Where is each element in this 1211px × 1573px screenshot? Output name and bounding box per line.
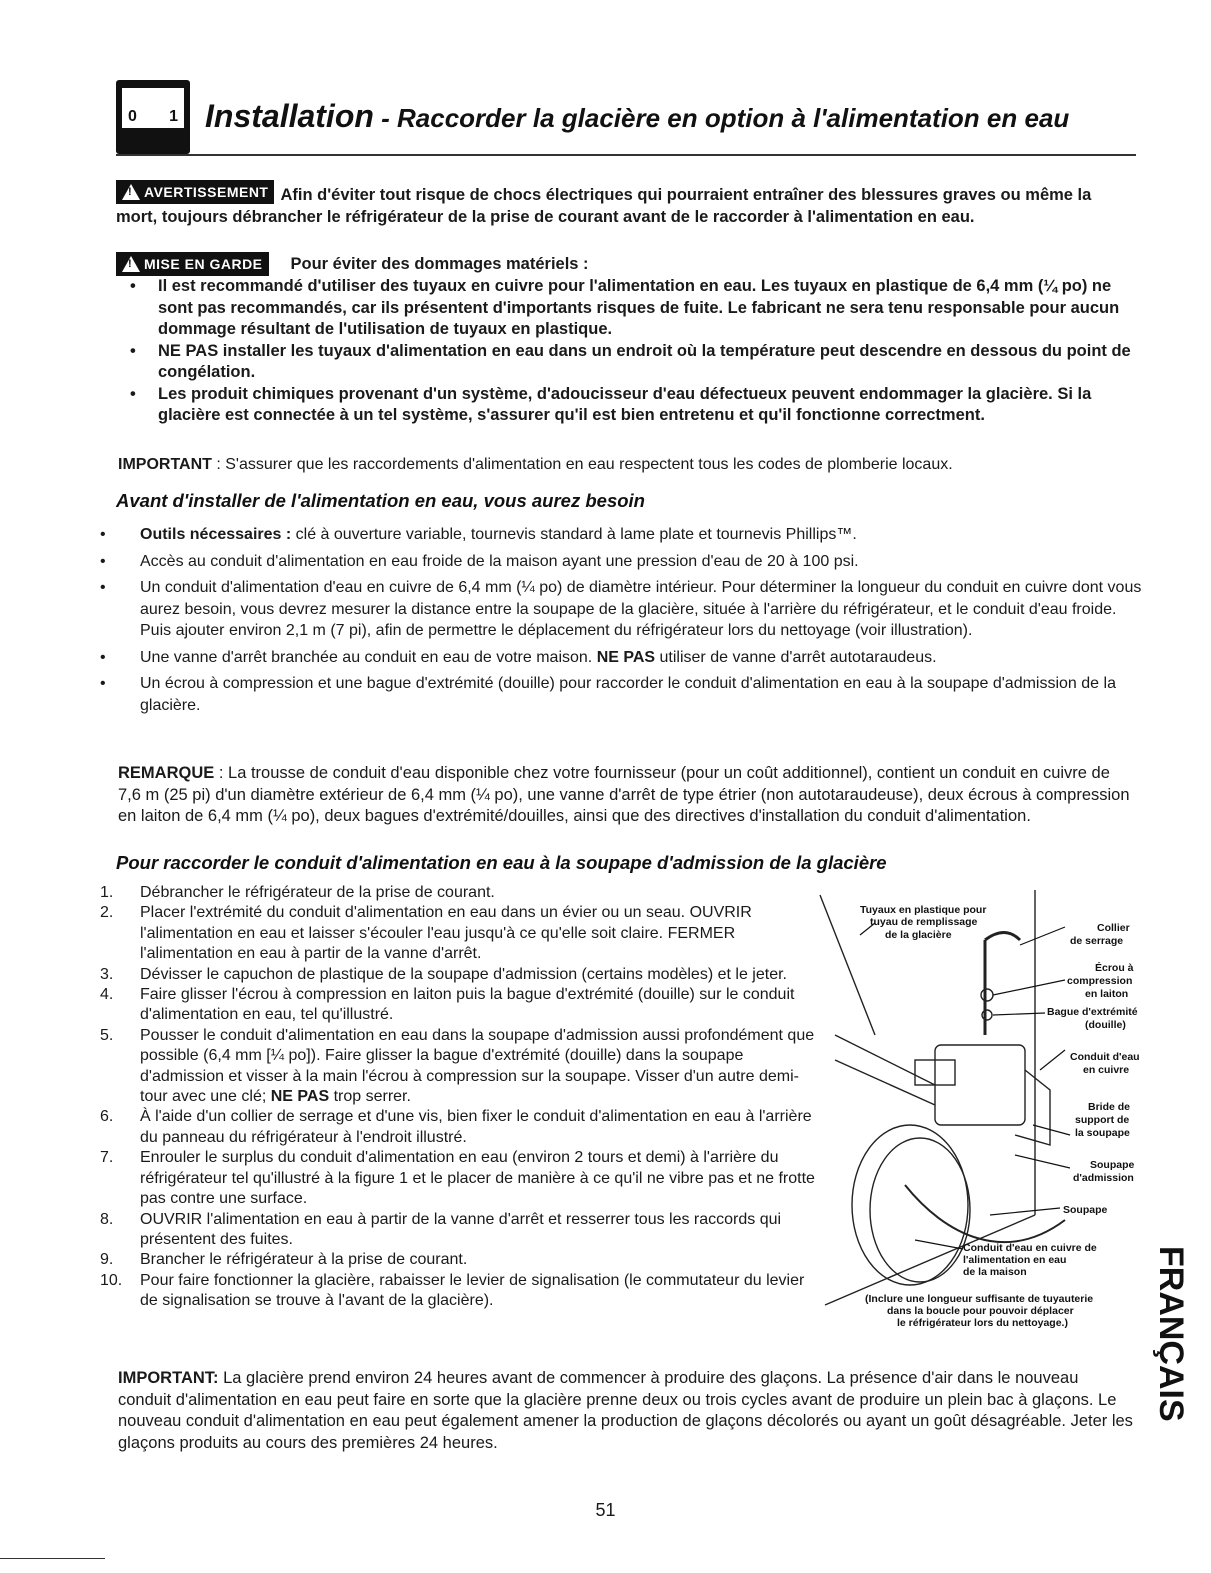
caution-badge-label: MISE EN GARDE bbox=[144, 256, 263, 272]
label-ferrule-1: Bague d'extrémité bbox=[1047, 1006, 1138, 1018]
step-text: Dévisser le capuchon de plastique de la soupape d'admission (certains modèles) et le jeter. bbox=[140, 965, 787, 983]
label-loop-3: le réfrigérateur lors du nettoyage.) bbox=[897, 1317, 1068, 1329]
step-item bbox=[100, 903, 815, 964]
step-number: 9. bbox=[100, 1251, 114, 1269]
list-item-text: Une vanne d'arrêt branchée au conduit en eau de votre maison. bbox=[140, 648, 597, 666]
water-line-diagram bbox=[815, 885, 1150, 1355]
step-item bbox=[100, 1271, 815, 1312]
language-side-tab bbox=[1138, 1238, 1198, 1428]
step-emphasis: NE PAS bbox=[270, 1088, 330, 1106]
page-title bbox=[205, 98, 1069, 135]
valve-bracket bbox=[1015, 1070, 1050, 1145]
cabinet-edge-line bbox=[820, 895, 875, 1035]
pointer-copper bbox=[1040, 1050, 1065, 1070]
important-text: : S'assurer que les raccordements d'alimentation en eau respectent tous les codes de plomberie locaux. bbox=[211, 456, 953, 473]
important-note-codes bbox=[118, 456, 953, 474]
copper-coil-inner bbox=[870, 1138, 970, 1282]
step-item bbox=[100, 965, 815, 985]
step-text: À l'aide d'un collier de serrage et d'une vis, bien fixer le conduit d'alimentation en eau à l'arrière du panneau du réfrigérateur à l'endroit illustré. bbox=[140, 1108, 812, 1146]
label-valve: Soupape bbox=[1063, 1204, 1108, 1216]
copper-coil-outer bbox=[852, 1125, 968, 1285]
step-text: Débrancher le réfrigérateur de la prise de courant. bbox=[140, 884, 495, 901]
list-item: • Un écrou à compression et une bague d'extrémité (douille) pour raccorder le conduit d'alimentation en eau à la soupape d'admission de la glacière. bbox=[100, 673, 1150, 716]
list-item-text: utiliser de vanne d'arrêt autotaraudeus. bbox=[655, 648, 937, 666]
title-main: Installation bbox=[205, 98, 374, 134]
label-loop-1: (Inclure une longueur suffisante de tuyauterie bbox=[865, 1293, 1094, 1305]
label-house-3: de la maison bbox=[963, 1266, 1027, 1278]
label-house-1: Conduit d'eau en cuivre de bbox=[963, 1242, 1097, 1254]
pointer-house-line bbox=[915, 1240, 963, 1249]
title-divider bbox=[116, 154, 1136, 156]
installation-steps bbox=[100, 883, 815, 1312]
ruler-icon bbox=[116, 80, 190, 154]
step-number: 2. bbox=[100, 904, 114, 922]
step-text: Pour faire fonctionner la glacière, rabaisser le levier de signalisation (le commutateur du levier de signalisation se trouve à l'avant de la glacière). bbox=[140, 1271, 805, 1310]
caution-heading-text: Pour éviter des dommages matériels : bbox=[290, 254, 589, 273]
step-number: 4. bbox=[100, 986, 114, 1004]
label-copper-1: Conduit d'eau bbox=[1070, 1051, 1140, 1063]
step-number: 7. bbox=[100, 1149, 114, 1167]
pointer-bracket bbox=[1033, 1125, 1070, 1135]
step-number: 1. bbox=[100, 884, 114, 901]
warning-triangle-icon bbox=[122, 184, 140, 200]
warning-badge-label: AVERTISSEMENT bbox=[144, 184, 269, 200]
list-item: • Accès au conduit d'alimentation en eau froide de la maison ayant une pression d'eau de 20 à 100 psi. bbox=[100, 551, 1150, 573]
list-item bbox=[100, 524, 1150, 546]
step-text: Brancher le réfrigérateur à la prise de courant. bbox=[140, 1251, 468, 1269]
side-tab-label: FRANÇAIS bbox=[1152, 1246, 1190, 1422]
step-number: 10. bbox=[100, 1271, 123, 1289]
label-bracket-2: support de bbox=[1075, 1114, 1130, 1126]
step-text: Enrouler le surplus du conduit d'alimentation en eau (environ 2 tours et demi) à l'arrière du réfrigérateur tel qu'illustré à la figure 1 et le placer de manière à ce qu'il ne vibre pas et ne frotte pas contre une surface. bbox=[140, 1149, 815, 1208]
label-inlet-1: Soupape bbox=[1090, 1159, 1135, 1171]
label-copper-2: en cuivre bbox=[1083, 1064, 1130, 1076]
remark-label: REMARQUE bbox=[118, 764, 215, 782]
step-item bbox=[100, 1107, 815, 1148]
step-item bbox=[100, 1026, 815, 1108]
label-nut-3: en laiton bbox=[1085, 988, 1129, 1000]
caution-badge bbox=[116, 252, 269, 276]
caution-item: • Il est recommandé d'utiliser des tuyaux en cuivre pour l'alimentation en eau. Les tuyaux en plastique de 6,4 mm (¼ po) ne sont pas recommandés, car ils présentent d'importants risques de fuite. Le fabricant ne sera tenu responsable pour aucun dommage résultant de l'utilisation de tuyaux en plastique. bbox=[118, 276, 1134, 341]
pointer-nut bbox=[993, 980, 1065, 995]
caution-item: • NE PAS installer les tuyaux d'alimentation en eau dans un endroit où la température peut descendre en dessous du point de congélation. bbox=[118, 341, 1134, 384]
important-label: IMPORTANT: bbox=[118, 1369, 219, 1387]
tools-label: Outils nécessaires : bbox=[140, 526, 292, 543]
label-nut-2: compression bbox=[1067, 975, 1133, 987]
pointer-valve bbox=[990, 1208, 1060, 1215]
requirements-list bbox=[100, 524, 1150, 721]
label-bracket-1: Bride de bbox=[1088, 1101, 1131, 1113]
pointer-collar bbox=[1020, 927, 1065, 945]
caution-triangle-icon bbox=[122, 256, 140, 272]
caution-item: • Les produit chimiques provenant d'un système, d'adoucisseur d'eau défectueux peuvent endommager la glacière. Si la glacière est connectée à un tel système, s'assurer qu'il est bien entretenu et qu'il fonctionne correctment. bbox=[118, 384, 1134, 427]
caution-heading bbox=[116, 252, 589, 276]
label-collar-1: Collier bbox=[1097, 922, 1130, 934]
step-item bbox=[100, 985, 815, 1026]
tools-text: clé à ouverture variable, tournevis standard à lame plate et tournevis Phillips™. bbox=[291, 526, 857, 543]
caution-list bbox=[118, 276, 1134, 427]
label-bracket-3: la soupape bbox=[1075, 1127, 1130, 1139]
important-label: IMPORTANT bbox=[118, 456, 212, 473]
mount-rail-lower bbox=[835, 1060, 935, 1105]
label-loop-2: dans la boucle pour pouvoir déplacer bbox=[887, 1305, 1074, 1317]
remark-note bbox=[118, 763, 1136, 828]
step-number: 5. bbox=[100, 1026, 114, 1044]
list-item bbox=[100, 647, 1150, 669]
compression-nut bbox=[981, 989, 993, 1001]
section-heading-connect: Pour raccorder le conduit d'alimentation en eau à la soupape d'admission de la glacière bbox=[116, 852, 887, 873]
step-text: Faire glisser l'écrou à compression en laiton puis la bague d'extrémité (douille) sur le conduit d'alimentation en eau, tel qu'illustré. bbox=[140, 986, 795, 1024]
step-item bbox=[100, 1148, 815, 1209]
step-number: 6. bbox=[100, 1108, 114, 1126]
important-note-ice bbox=[118, 1368, 1136, 1454]
label-nut-1: Écrou à bbox=[1095, 962, 1134, 974]
step-text: OUVRIR l'alimentation en eau à partir de la vanne d'arrêt et resserrer tous les raccords qui présentent des fuites. bbox=[140, 1210, 782, 1248]
label-plastic-tube-1: Tuyaux en plastique pour bbox=[860, 904, 987, 916]
step-number: 8. bbox=[100, 1210, 114, 1228]
list-item: • Un conduit d'alimentation d'eau en cuivre de 6,4 mm (¼ po) de diamètre intérieur. Pour déterminer la longueur du conduit en cuivre dont vous aurez besoin, vous devrez mesurer la distance entre la soupape de la glacière, située à l'arrière du réfrigérateur, et le conduit d'eau froide. Puis ajouter environ 2,1 m (7 pi), afin de permettre le déplacement du réfrigérateur lors du nettoyage (voir illustration). bbox=[100, 577, 1150, 642]
title-subtitle: - Raccorder la glacière en option à l'alimentation en eau bbox=[373, 103, 1070, 133]
label-inlet-2: d'admission bbox=[1073, 1172, 1134, 1184]
step-item bbox=[100, 1210, 815, 1251]
warning-block bbox=[116, 180, 1136, 228]
ruler-number-1: 1 bbox=[169, 108, 178, 125]
step-number: 3. bbox=[100, 965, 114, 983]
list-item-emphasis: NE PAS bbox=[596, 648, 656, 666]
remark-text: : La trousse de conduit d'eau disponible chez votre fournisseur (pour un coût additionnel), contient un conduit en cuivre de 7,6 m (25 pi) d'un diamètre extérieur de 6,4 mm (¼ po), une vanne d'arrêt de type étrier (non autotaraudeuse), deux écrous à compression en laiton de 6,4 mm (¼ po), deux bagues d'extrémité/douilles, ainsi que des directives d'installation du conduit d'alimentation. bbox=[118, 764, 1130, 825]
ruler-number-0: 0 bbox=[128, 108, 137, 125]
copper-house-line bbox=[905, 1185, 1065, 1242]
step-item bbox=[100, 1250, 815, 1270]
label-ferrule-2: (douille) bbox=[1085, 1019, 1126, 1031]
warning-badge bbox=[116, 180, 274, 204]
plastic-tube-bend bbox=[985, 933, 1020, 941]
label-house-2: l'alimentation en eau bbox=[963, 1254, 1067, 1266]
step-item bbox=[100, 883, 815, 903]
pointer-ferrule bbox=[993, 1013, 1045, 1015]
step-text: Pousser le conduit d'alimentation en eau dans la soupape d'admission aussi profondément que possible (6,4 mm [¼ po]). Faire glisser la bague d'extrémité (douille) dans la soupape d'admission et visser à la main l'écrou à compression sur la soupape. Visser d'un autre demi-tour avec une clé; bbox=[140, 1026, 815, 1106]
label-plastic-tube-3: de la glacière bbox=[885, 929, 952, 941]
pointer-inlet bbox=[1015, 1155, 1070, 1168]
important-text: La glacière prend environ 24 heures avant de commencer à produire des glaçons. La présence d'air dans le nouveau conduit d'alimentation en eau peut faire en sorte que la glacière prenne deux ou trois cycles avant de produire un plein bac à glaçons. Le nouveau conduit d'alimentation en eau peut également amener la production de glaçons décolorés ou ayant un goût désagréable. Jeter les glaçons produits au cours des premières 24 heures. bbox=[118, 1369, 1133, 1452]
label-collar-2: de serrage bbox=[1070, 935, 1124, 947]
footer-rule bbox=[0, 1558, 105, 1559]
label-plastic-tube-2: tuyau de remplissage bbox=[870, 916, 978, 928]
warning-text: Afin d'éviter tout risque de chocs électriques qui pourraient entraîner des blessures graves ou même la mort, toujours débrancher le réfrigérateur de la prise de courant avant de le raccorder à l'alimentation en eau. bbox=[116, 186, 1092, 226]
section-heading-requirements: Avant d'installer de l'alimentation en eau, vous aurez besoin bbox=[116, 490, 645, 511]
step-text: Placer l'extrémité du conduit d'alimentation en eau dans un évier ou un seau. OUVRIR l'alimentation en eau et laisser s'écouler l'eau jusqu'à ce qu'elle soit claire. FERMER l'alimentation en eau à partir de la vanne d'arrêt. bbox=[140, 904, 752, 963]
page-number: 51 bbox=[595, 1500, 616, 1520]
step-text: trop serrer. bbox=[329, 1088, 411, 1106]
